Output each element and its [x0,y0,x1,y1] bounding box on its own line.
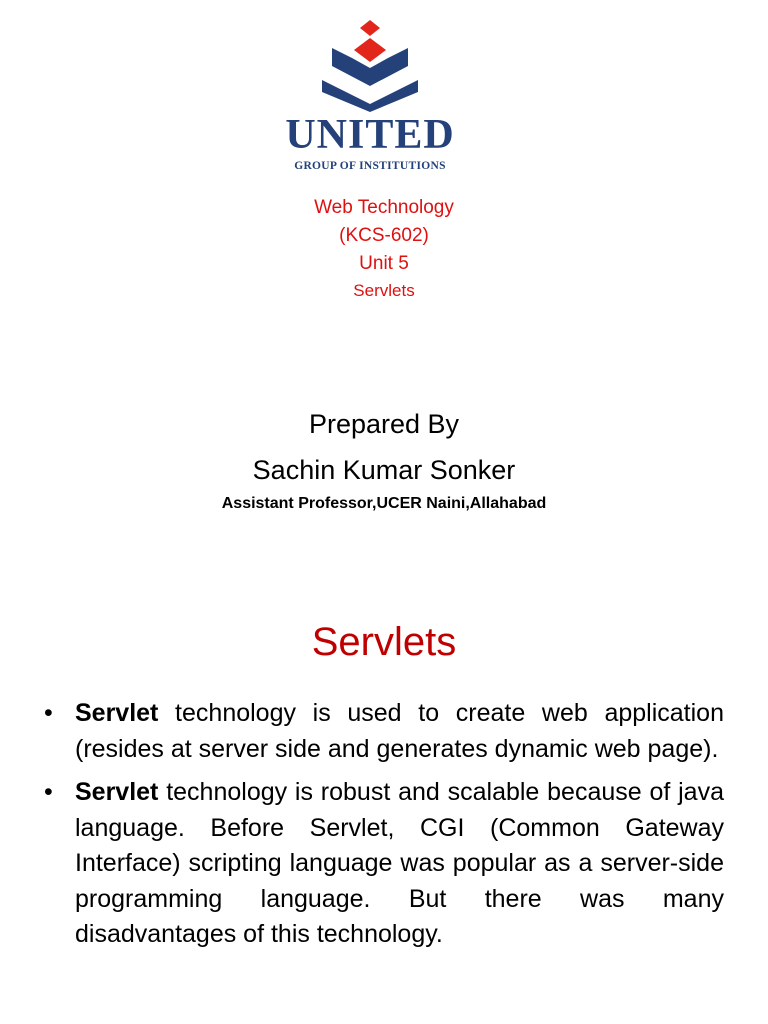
author-block [0,404,768,516]
slide-title: Servlets [311,620,457,664]
list-item [44,775,724,953]
united-logo [270,14,470,172]
bullet-list [44,696,724,961]
prepared-by-label: Prepared By [308,409,460,439]
bullet-bold-term: Servlet [75,699,159,727]
bullet-text: technology is robust and scalable because of java language. Before Servlet, CGI (Common Gateway Interface) scripting language was popular as a server-side programming language. But there was many disadvantages of this technology. [75,778,724,948]
author-name: Sachin Kumar Sonker [252,455,516,485]
bullet-text: technology is used to create web application (resides at server side and generates dynamic web page). [75,699,724,763]
author-designation: Assistant Professor,UCER Naini,Allahabad [221,495,547,512]
course-code: (KCS-602) [339,225,429,246]
bullet-marker: • [44,699,53,727]
course-subject: Web Technology [314,197,454,218]
list-item [44,696,724,767]
course-topic: Servlets [353,281,415,300]
logo-subline: GROUP OF INSTITUTIONS [294,160,446,172]
logo-emblem-icon [318,20,422,112]
servlets-slide [0,596,768,1024]
logo-wordmark: UNITED [285,112,455,158]
course-info [0,194,768,304]
bullet-marker: • [44,778,53,806]
bullet-bold-term: Servlet [75,778,159,806]
course-unit: Unit 5 [359,253,409,274]
